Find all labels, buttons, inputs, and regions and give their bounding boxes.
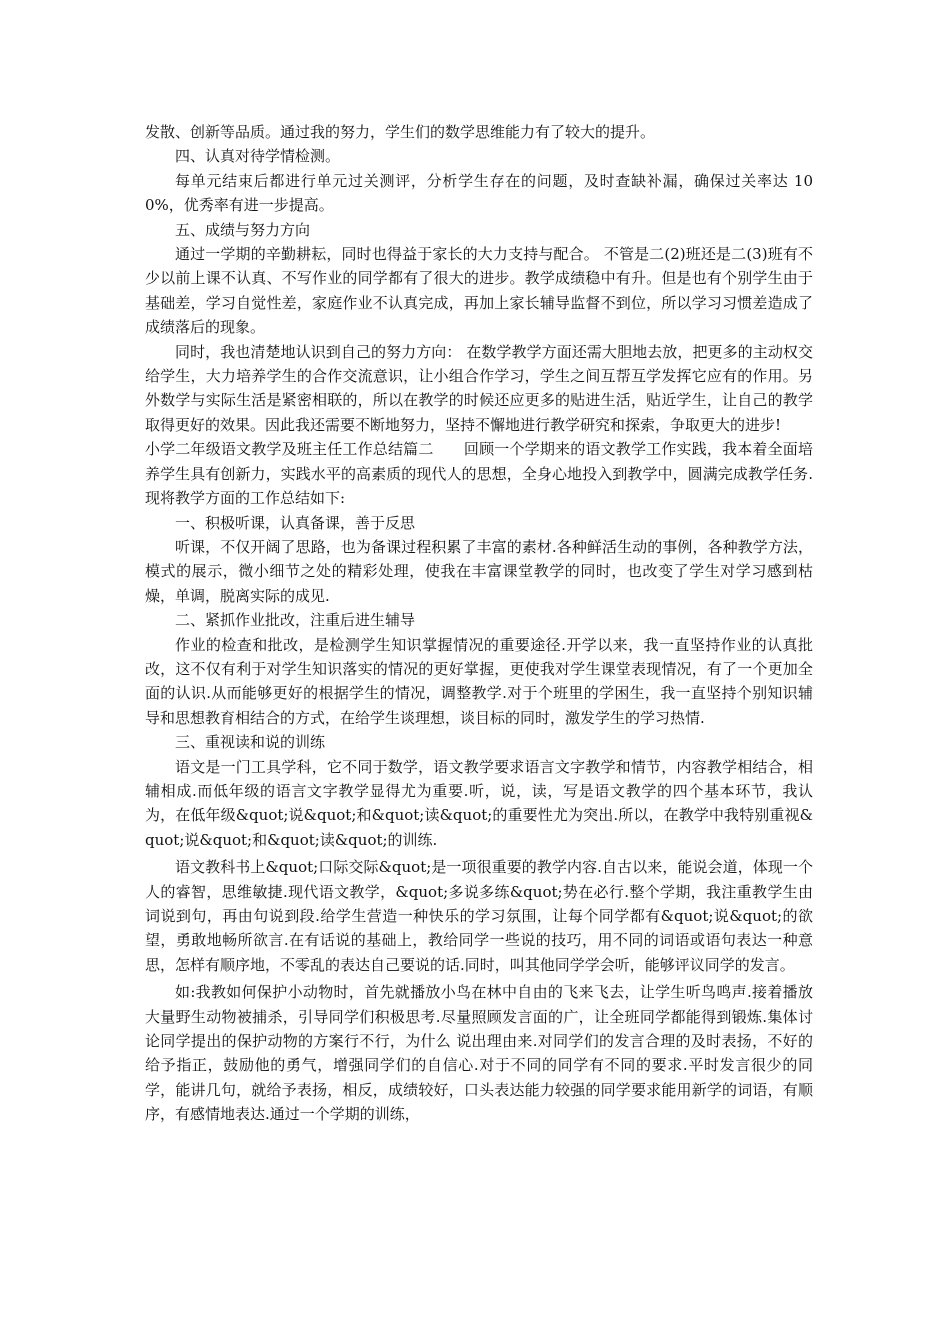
- article-title-line: 小学二年级语文教学及班主任工作总结篇二 回顾一个学期来的语文教学工作实践，我本着全面培养学生具有创新力，实践水平的高素质的现代人的思想，全身心地投入到教学中，圆满完成教学任务.现将教学方面的工作总结如下:: [145, 440, 813, 508]
- paragraph-homework: 作业的检查和批改，是检测学生知识掌握情况的重要途径.开学以来，我一直坚持作业的认真批改，这不仅有利于对学生知识落实的情况的更好掌握，更使我对学生课堂表现情况，有了一个更加全面的认识.从而能够更好的根据学生的情况，调整教学.对于个班里的学困生，我一直坚持个别知识辅导和思想教育相结合的方式，在给学生谈理想，谈目标的同时，激发学生的学习热情.: [145, 635, 813, 727]
- section-heading-listen: 一、积极听课，认真备课，善于反思: [175, 513, 416, 532]
- paragraph-communication: 语文教科书上&quot;口际交际&quot;是一项很重要的教学内容.自古以来，能说会道，体现一个人的睿智，思维敏捷.现代语文教学，&quot;多说多练&quot;势在必行.整个学期，我注重教学生由词说到句，再由句说到段.给学生营造一种快乐的学习氛围，让每个同学都有&quot;说&quot;的欲望，勇敢地畅所欲言.在有话说的基础上，教给同学一些说的技巧，用不同的词语或语句表达一种意思，怎样有顺序地，不零乱的表达自己要说的话.同时，叫其他同学学会听，能够评议同学的发言。: [145, 858, 813, 974]
- section-heading-reading: 三、重视读和说的训练: [175, 733, 326, 752]
- paragraph-unit-test: 每单元结束后都进行单元过关测评，分析学生存在的问题，及时查缺补漏，确保过关率达 100%，优秀率有进一步提高。: [145, 171, 813, 215]
- paragraph-continuation: 发散、创新等品质。通过我的努力，学生们的数学思维能力有了较大的提升。: [145, 123, 656, 141]
- section-heading-5: 五、成绩与努力方向: [175, 220, 311, 239]
- paragraph-language: 语文是一门工具学科，它不同于数学，语文教学要求语言文字教学和情节，内容教学相结合，相辅相成.而低年级的语言文字教学显得尤为重要.听，说，读，写是语文教学的四个基本环节，我认为，在低年级&quot;说&quot;和&quot;读&quot;的重要性尤为突出.所以，在教学中我特别重视&quot;说&quot;和&quot;读&quot;的训练.: [145, 757, 813, 849]
- section-heading-4: 四、认真对待学情检测。: [175, 147, 341, 166]
- paragraph-results: 通过一学期的辛勤耕耘，同时也得益于家长的大力支持与配合。 不管是二(2)班还是二(3)班有不少以前上课不认真、不写作业的同学都有了很大的进步。教学成绩稳中有升。但是也有个别学生由于基础差，学习自觉性差，家庭作业不认真完成，再加上家长辅导监督不到位，所以学习习惯差造成了成绩落后的现象。: [145, 245, 813, 337]
- section-heading-homework: 二、紧抓作业批改，注重后进生辅导: [175, 611, 416, 630]
- paragraph-direction: 同时，我也清楚地认识到自己的努力方向： 在数学教学方面还需大胆地去放，把更多的主动权交给学生，大力培养学生的合作交流意识，让小组合作学习，学生之间互帮互学发挥它应有的作用。另外数学与实际生活是紧密相联的，所以在教学的时候还应更多的贴进生活，贴近学生，让自己的教学取得更好的效果。因此我还需要不断地努力，坚持不懈地进行教学研究和探索，争取更大的进步!: [145, 342, 813, 434]
- paragraph-listen: 听课，不仅开阔了思路，也为备课过程积累了丰富的素材.各种鲜活生动的事例，各种教学方法，模式的展示，微小细节之处的精彩处理，使我在丰富课堂教学的同时，也改变了学生对学习感到枯燥，单调，脱离实际的成见.: [145, 537, 813, 605]
- document-page: [145, 120, 813, 1127]
- paragraph-example: 如:我教如何保护小动物时，首先就播放小鸟在林中自由的飞来飞去，让学生听鸟鸣声.接着播放大量野生动物被捕杀，引导同学们积极思考.尽量照顾发言面的广，让全班同学都能得到锻炼.集体讨论同学提出的保护动物的方案行不行，为什么 说出理由来.对同学们的发言合理的及时表扬，不好的给予指正，鼓励他的勇气，增强同学们的自信心.对于不同的同学有不同的要求.平时发言很少的同学，能讲几句，就给予表扬，相反，成绩较好，口头表达能力较强的同学要求能用新学的词语，有顺序，有感情地表达.通过一个学期的训练，: [145, 983, 813, 1124]
